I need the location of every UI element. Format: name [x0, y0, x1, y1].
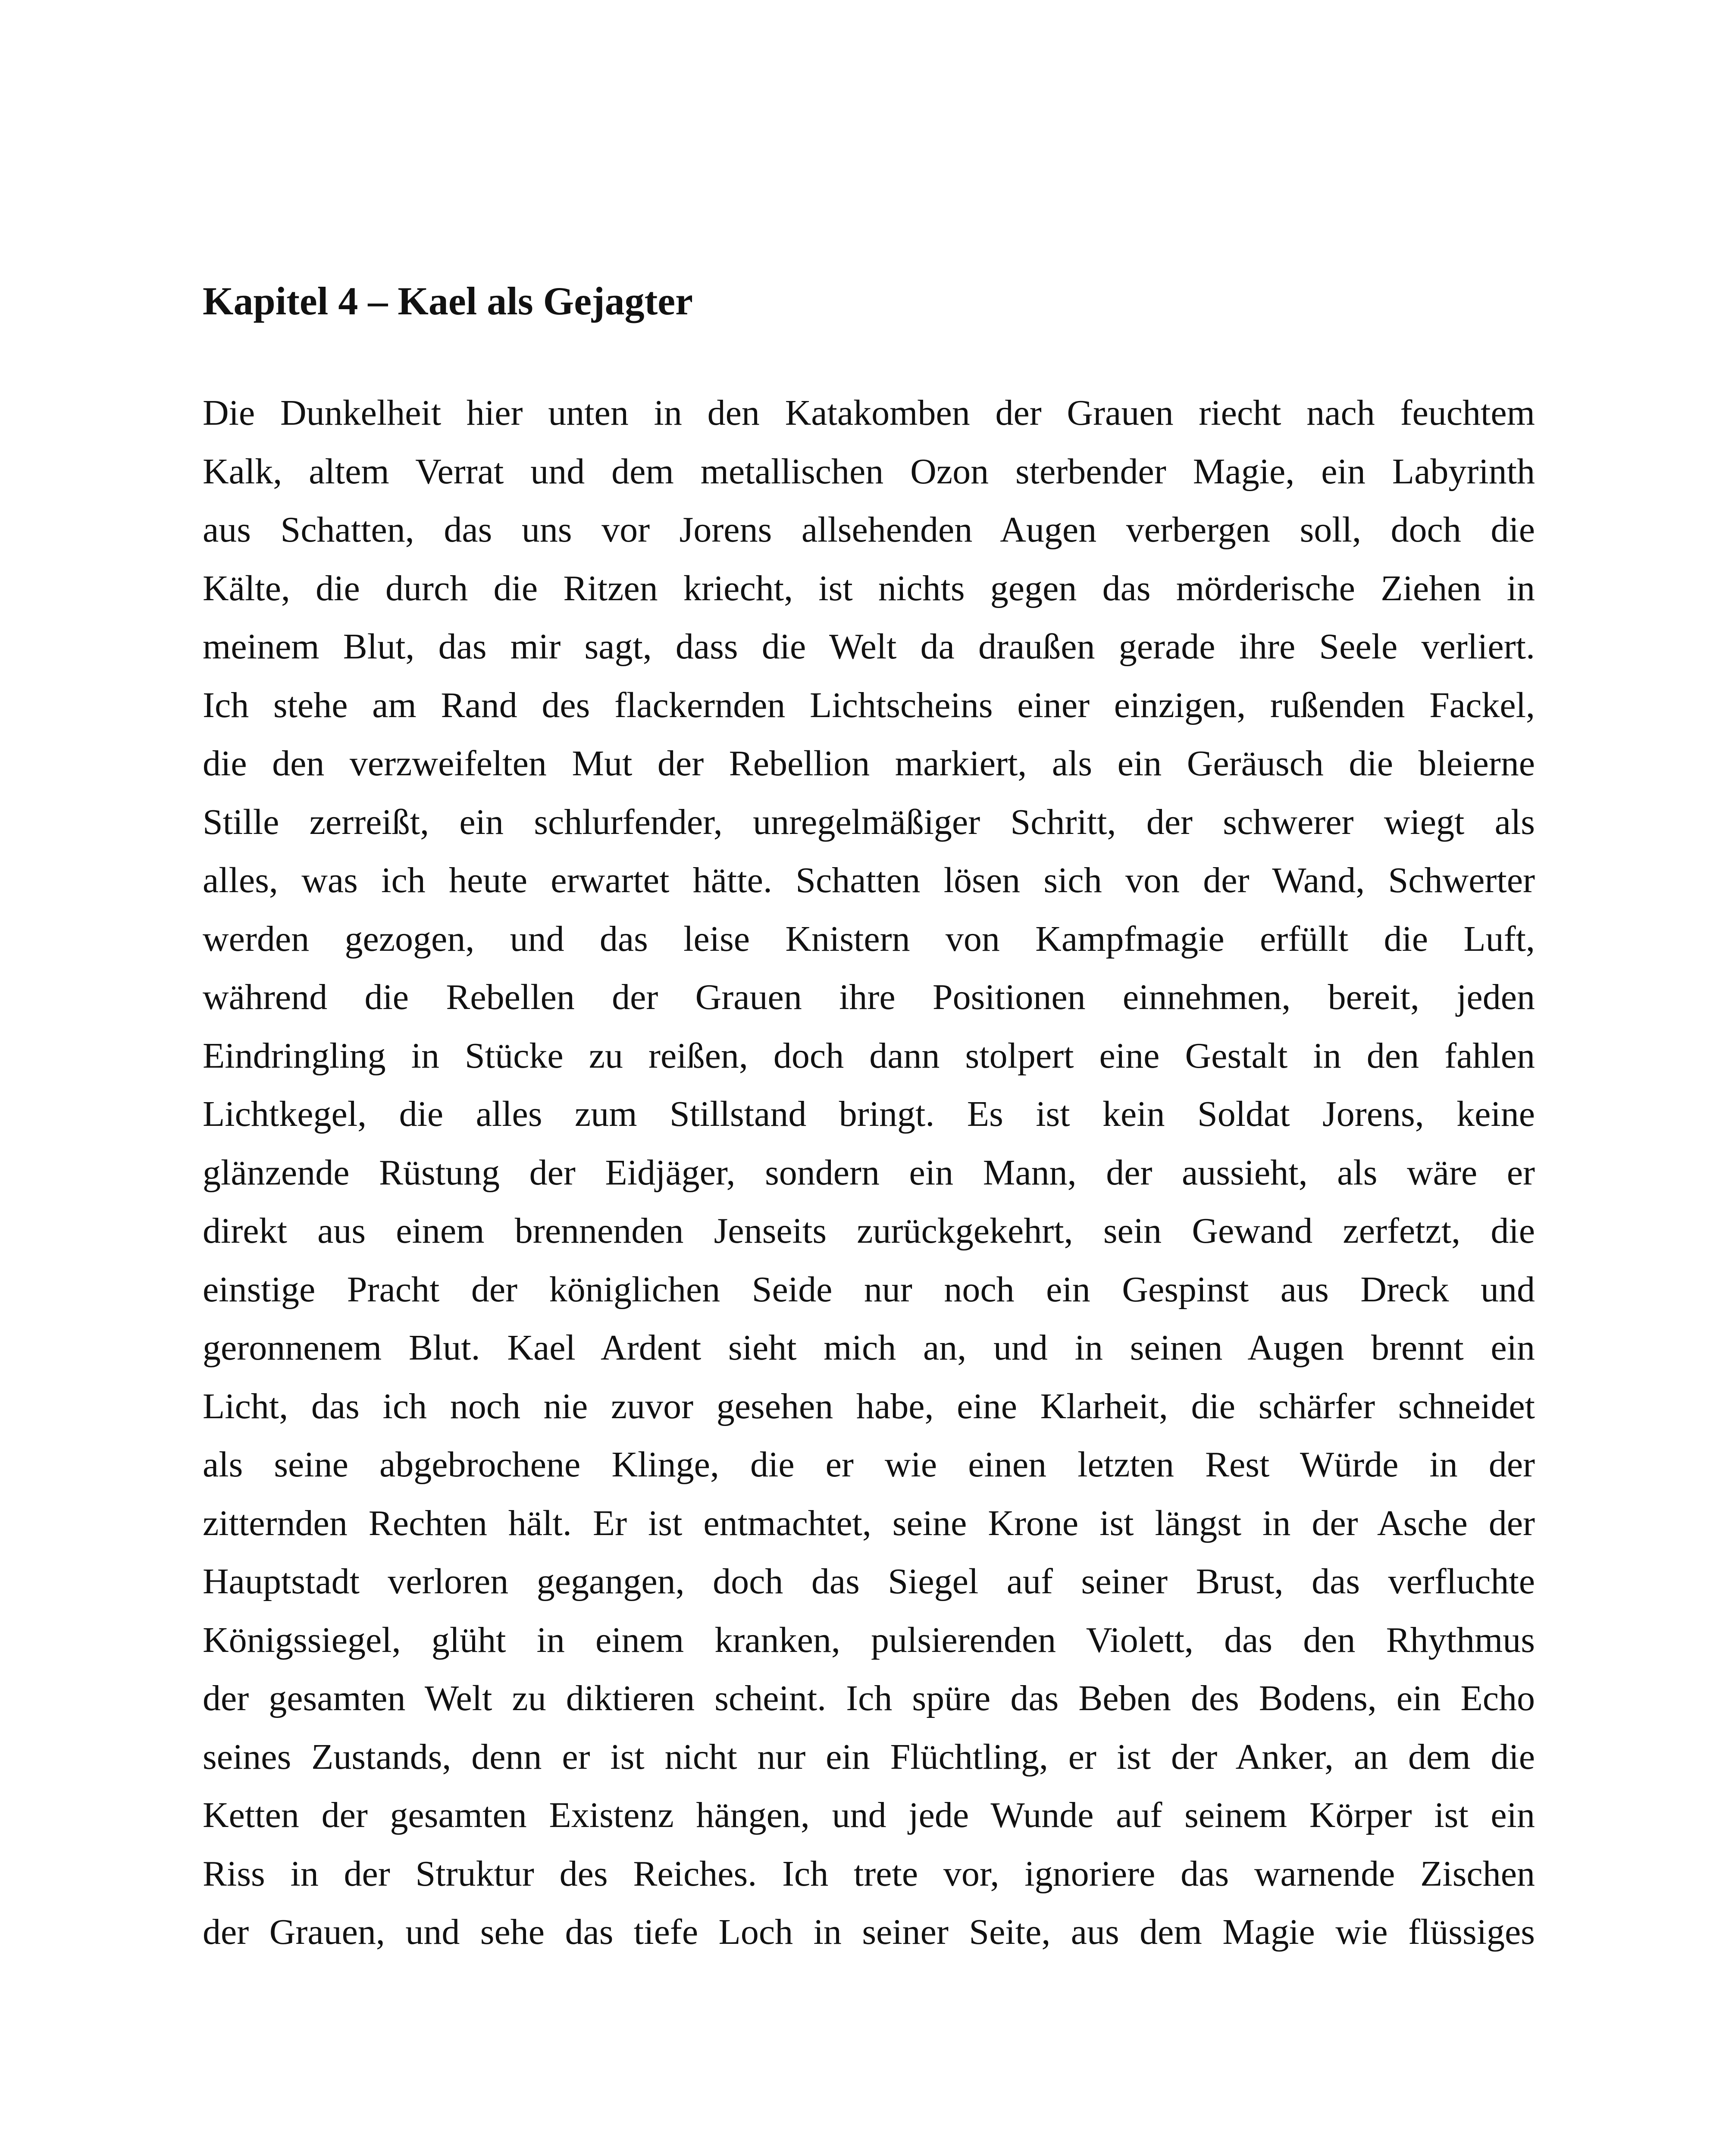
body-line: der gesamten Welt zu diktieren scheint. Ich spüre das Beben des Bodens, ein Echo — [203, 1678, 1535, 1718]
body-line: glänzende Rüstung der Eidjäger, sondern ein Mann, der aussieht, als wäre er — [203, 1152, 1535, 1193]
body-line: zitternden Rechten hält. Er ist entmachtet, seine Krone ist längst in der Asche der — [203, 1503, 1535, 1543]
body-line: Ich stehe am Rand des flackernden Lichtscheins einer einzigen, rußenden Fackel, — [203, 685, 1535, 725]
body-line: Lichtkegel, die alles zum Stillstand bringt. Es ist kein Soldat Jorens, keine — [203, 1094, 1535, 1134]
body-line: Die Dunkelheit hier unten in den Katakomben der Grauen riecht nach feuchtem — [203, 393, 1535, 433]
body-line: aus Schatten, das uns vor Jorens allsehenden Augen verbergen soll, doch die — [203, 510, 1535, 550]
chapter-title: Kapitel 4 – Kael als Gejagter — [203, 279, 693, 323]
body-line: Riss in der Struktur des Reiches. Ich trete vor, ignoriere das warnende Zischen — [203, 1853, 1535, 1894]
body-line: meinem Blut, das mir sagt, dass die Welt da draußen gerade ihre Seele verliert. — [203, 627, 1535, 667]
body-line: die den verzweifelten Mut der Rebellion markiert, als ein Geräusch die bleierne — [203, 743, 1535, 783]
body-line: Eindringling in Stücke zu reißen, doch dann stolpert eine Gestalt in den fahlen — [203, 1035, 1535, 1076]
body-line: seines Zustands, denn er ist nicht nur ein Flüchtling, er ist der Anker, an dem die — [203, 1736, 1535, 1777]
body-line: als seine abgebrochene Klinge, die er wie einen letzten Rest Würde in der — [203, 1445, 1535, 1485]
body-line: Königssiegel, glüht in einem kranken, pulsierenden Violett, das den Rhythmus — [203, 1620, 1535, 1660]
chapter-body — [203, 384, 1535, 1962]
body-line: Licht, das ich noch nie zuvor gesehen habe, eine Klarheit, die schärfer schneidet — [203, 1386, 1535, 1426]
body-line: Hauptstadt verloren gegangen, doch das Siegel auf seiner Brust, das verfluchte — [203, 1561, 1535, 1601]
body-line: Kälte, die durch die Ritzen kriecht, ist nichts gegen das mörderische Ziehen in — [203, 568, 1535, 608]
body-line: Kalk, altem Verrat und dem metallischen Ozon sterbender Magie, ein Labyrinth — [203, 451, 1535, 492]
body-line: alles, was ich heute erwartet hätte. Schatten lösen sich von der Wand, Schwerter — [203, 860, 1535, 900]
body-line: Ketten der gesamten Existenz hängen, und jede Wunde auf seinem Körper ist ein — [203, 1795, 1535, 1835]
body-line: der Grauen, und sehe das tiefe Loch in seiner Seite, aus dem Magie wie flüssiges — [203, 1912, 1535, 1952]
body-line: Stille zerreißt, ein schlurfender, unregelmäßiger Schritt, der schwerer wiegt als — [203, 802, 1535, 842]
body-line: werden gezogen, und das leise Knistern von Kampfmagie erfüllt die Luft, — [203, 918, 1535, 959]
body-line: während die Rebellen der Grauen ihre Positionen einnehmen, bereit, jeden — [203, 977, 1535, 1017]
body-line: direkt aus einem brennenden Jenseits zurückgekehrt, sein Gewand zerfetzt, die — [203, 1211, 1535, 1251]
body-line: geronnenem Blut. Kael Ardent sieht mich an, und in seinen Augen brennt ein — [203, 1328, 1535, 1368]
body-line: einstige Pracht der königlichen Seide nur noch ein Gespinst aus Dreck und — [203, 1269, 1535, 1310]
